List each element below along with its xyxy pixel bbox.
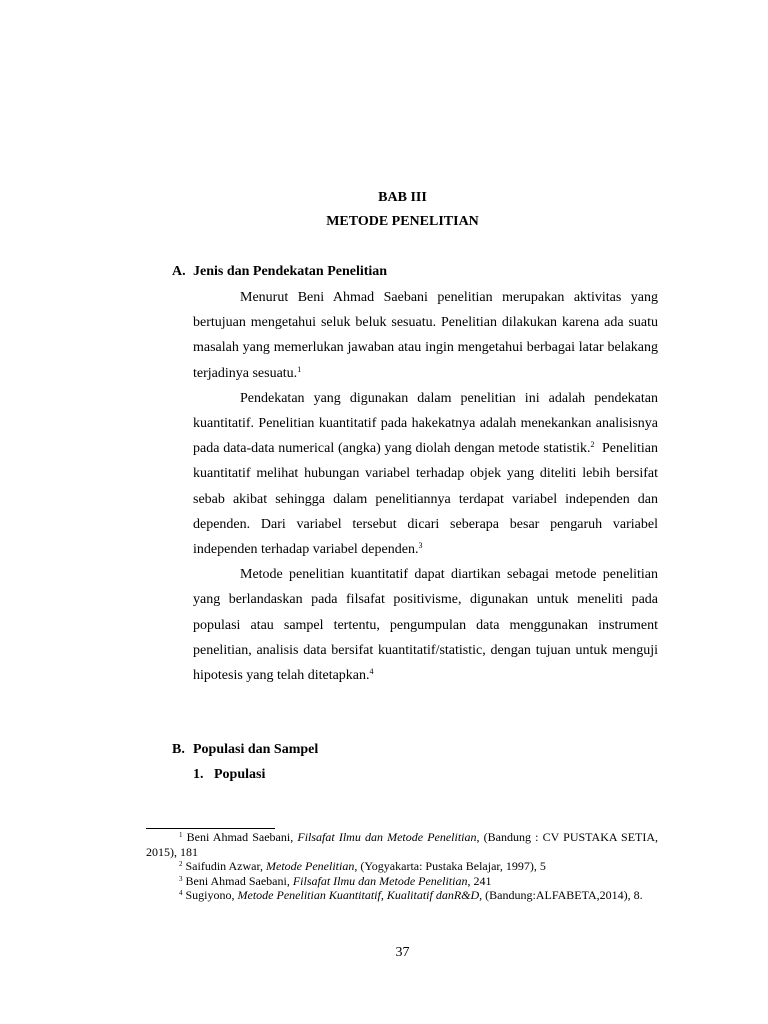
section-b-title: Populasi dan Sampel (193, 742, 319, 757)
page-number: 37 (395, 945, 410, 960)
footnote-ref-2: 2 (590, 440, 595, 450)
footnote-1: $^1$ Beni Ahmad Saebani, Filsafat Ilmu dan Metode Penelitian, (Bandung : CV PUSTAKA SETIA, 2015), 181 (146, 830, 659, 859)
footnote-separator (146, 828, 275, 829)
paragraph-2: Pendekatan yang digunakan dalam penelitian ini adalah pendekatan kuantitatif. Penelitian kuantitatif pada hakekatnya adalah menekankan analisisnya pada data-data numerical (angka) yang diolah dengan metode statistik.$^2$ Penelitian kuantitatif melihat hubungan variabel terhadap objek yang diteliti lebih bersifat sebab akibat sehingga dalam penelitiannya terdapat variabel independen dan dependen. Dari variabel tersebut dicari seberapa besar pengaruh variabel independen terhadap variabel dependen.$^3$ (193, 390, 658, 558)
footnote-ref-1: 1 (297, 364, 302, 374)
footnote-2: $^2$ Saifudin Azwar, Metode Penelitian, (Yogyakarta: Pustaka Belajar, 1997), 5 (179, 859, 546, 873)
section-a-title: Jenis dan Pendekatan Penelitian (193, 264, 388, 279)
subsection-1-title: Populasi (214, 767, 266, 782)
footnote-ref-4: 4 (369, 667, 374, 677)
section-b-heading (172, 742, 318, 758)
section-a-label: A. (172, 264, 186, 279)
section-a-heading (172, 264, 387, 280)
footnote-ref-3: 3 (418, 541, 423, 551)
section-a-body (193, 285, 658, 688)
subsection-1-label: 1. (193, 767, 204, 782)
chapter-title: METODE PENELITIAN (326, 214, 479, 229)
paragraph-3: Metode penelitian kuantitatif dapat diartikan sebagai metode penelitian yang berlandaskan pada filsafat positivisme, digunakan untuk meneliti pada populasi atau sampel tertentu, pengumpulan data menggunakan instrument penelitian, analisis data bersifat kuantitatif/statistic, dengan tujuan untuk menguji hipotesis yang telah ditetapkan.$^4$ (193, 567, 658, 684)
subsection-populasi-heading (193, 767, 265, 783)
section-b-label: B. (172, 742, 185, 757)
chapter-number: BAB III (378, 190, 427, 205)
footnotes (146, 830, 658, 903)
footnote-3: $^3$ Beni Ahmad Saebani, Filsafat Ilmu dan Metode Penelitian, 241 (179, 873, 492, 888)
paragraph-1: Menurut Beni Ahmad Saebani penelitian merupakan aktivitas yang bertujuan mengetahui seluk beluk sesuatu. Penelitian dilakukan karena ada suatu masalah yang memerlukan jawaban atau ingin mengetahui berbagai latar belakang terjadinya sesuatu.$^1$ (193, 290, 658, 381)
footnote-4: $^4$ Sugiyono, Metode Penelitian Kuantitatif, Kualitatif danR&D, (Bandung:ALFABETA,2014), 8. (179, 888, 643, 902)
